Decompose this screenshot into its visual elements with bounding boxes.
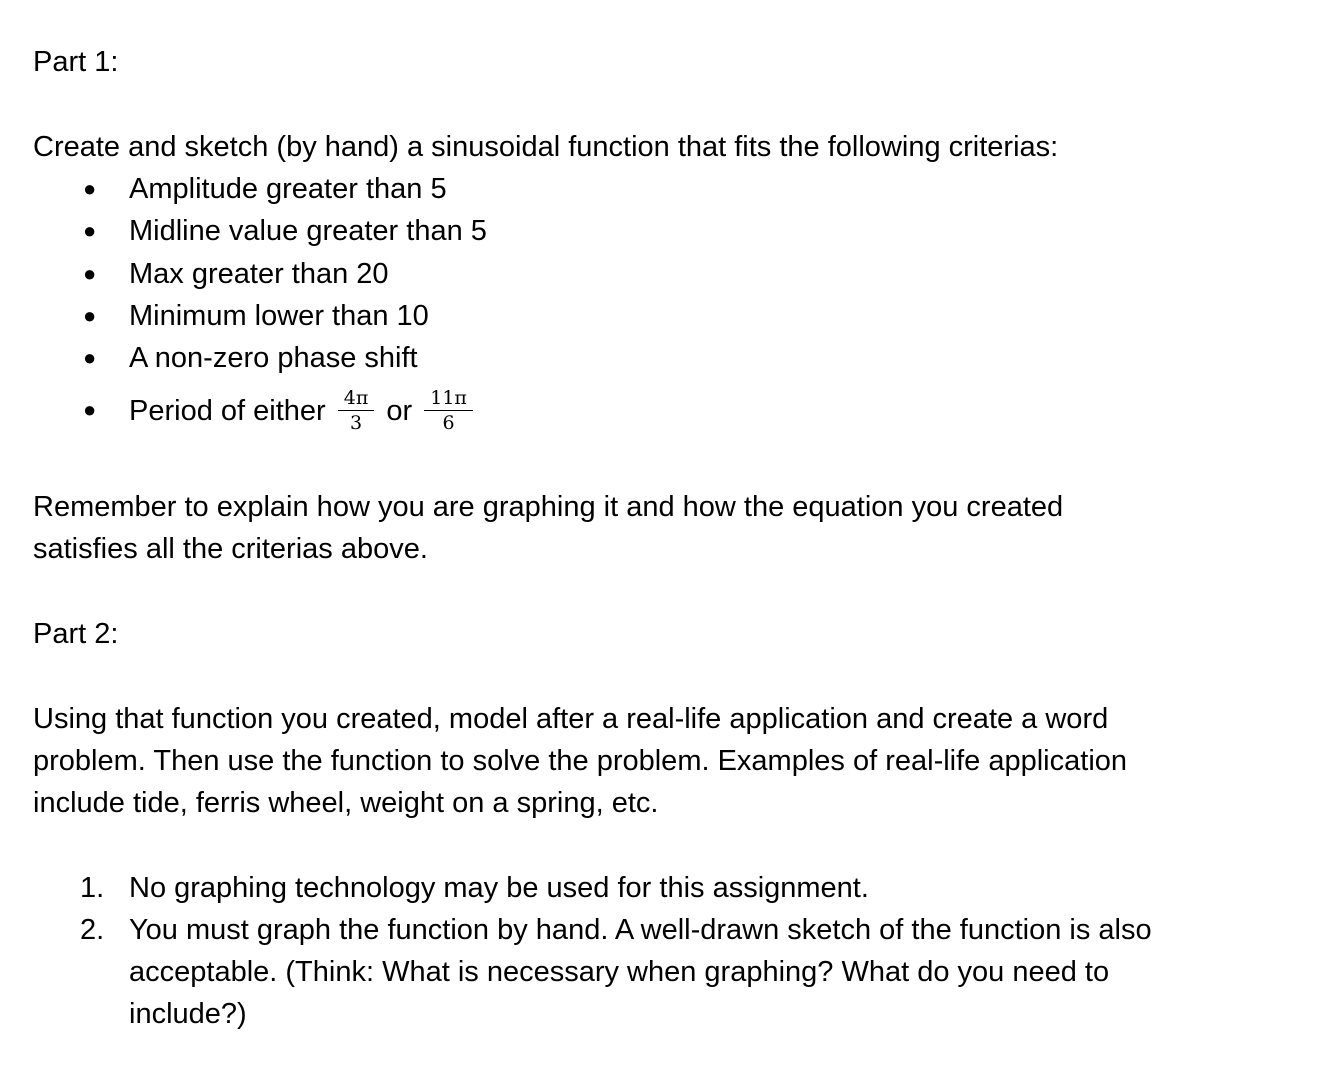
rule-number: 2. [80, 914, 105, 946]
bullet-icon: ● [83, 303, 97, 328]
part1-heading: Part 1: [33, 46, 119, 78]
part2-paragraph-line: problem. Then use the function to solve the problem. Examples of real-life application [33, 745, 1128, 777]
criteria-text: A non-zero phase shift [129, 342, 418, 374]
fraction-numerator: 11π [424, 387, 473, 411]
rule-text: include?) [129, 998, 247, 1030]
bullet-icon: ● [83, 176, 97, 201]
fraction-4pi-over-3 [338, 387, 375, 434]
fraction-denominator: 3 [349, 412, 363, 434]
bullet-icon: ● [83, 345, 97, 370]
period-criteria [129, 389, 477, 436]
bullet-icon: ● [83, 261, 97, 286]
part1-intro: Create and sketch (by hand) a sinusoidal function that fits the following criterias: [33, 131, 1059, 163]
fraction-denominator: 6 [442, 412, 455, 434]
fraction-numerator: 4π [338, 387, 375, 411]
rule-text: You must graph the function by hand. A well-drawn sketch of the function is also [129, 914, 1152, 946]
rule-number: 1. [80, 872, 105, 904]
bullet-icon: ● [83, 397, 97, 422]
reminder-line: satisfies all the criterias above. [33, 533, 428, 565]
rule-text: acceptable. (Think: What is necessary when graphing? What do you need to [129, 956, 1110, 988]
criteria-text: Max greater than 20 [129, 258, 389, 290]
criteria-text: Minimum lower than 10 [129, 300, 429, 332]
period-connector: or [386, 395, 413, 428]
criteria-text: Amplitude greater than 5 [129, 173, 447, 205]
period-prefix: Period of either [129, 395, 326, 428]
part2-paragraph-line: include tide, ferris wheel, weight on a spring, etc. [33, 787, 659, 819]
fraction-11pi-over-6 [424, 387, 473, 434]
rule-text: No graphing technology may be used for this assignment. [129, 872, 869, 904]
reminder-line: Remember to explain how you are graphing it and how the equation you created [33, 491, 1064, 523]
bullet-icon: ● [83, 218, 97, 243]
part2-heading: Part 2: [33, 618, 119, 650]
part2-paragraph-line: Using that function you created, model after a real-life application and create a word [33, 703, 1109, 735]
criteria-text: Midline value greater than 5 [129, 215, 487, 247]
